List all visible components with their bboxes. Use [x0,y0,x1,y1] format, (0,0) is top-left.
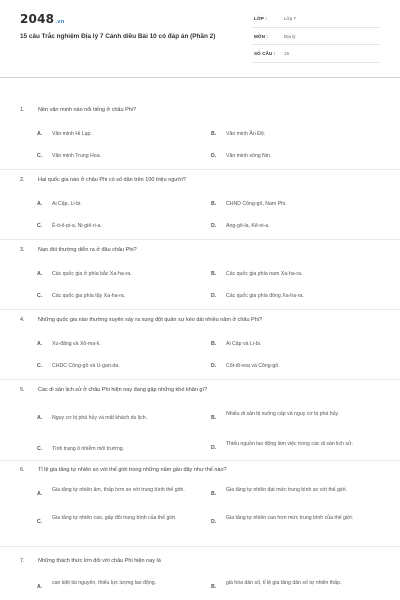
option-letter: C. [37,293,43,299]
option-letter: C. [37,519,43,525]
option-text: CHDC Công-gô và U-gan-da. [52,363,120,369]
question-text [20,246,380,254]
option-letter: B. [211,201,217,207]
option-letter: C. [37,446,43,452]
question-divider [0,379,400,380]
question-text [20,106,380,114]
meta-value: Địa lý [284,33,296,39]
question-stem: Tỉ lệ gia tăng tự nhiên so với thế giới trong những năm gần đây như thế nào? [38,467,227,473]
meta-value: 15 [284,51,290,56]
option-letter: A. [37,131,43,137]
option-text: Văn minh Trung Hoa. [52,153,102,159]
meta-label: LỚP : [254,16,268,21]
header-divider [0,77,400,78]
option-letter: A. [37,491,43,497]
question-text [20,466,380,474]
meta-value: Lớp 7 [284,16,296,21]
question-stem: Hai quốc gia nào ở châu Phi có số dân trên 100 triệu người? [38,177,186,183]
logo-text: 2048 [20,12,55,26]
option-letter: B. [211,584,217,590]
question-stem: Các di sản lịch sử ở châu Phi hiện nay đang gặp những khó khăn gì? [38,387,208,393]
question-number: 2. [20,177,25,183]
option-text: Văn minh sông Nin. [226,153,272,159]
option-text: Ai Cập, Li-bi. [52,201,82,207]
option-text: Tình trạng ô nhiễm môi trường. [52,446,125,452]
option-letter: A. [37,341,43,347]
option-text: Ai Cập và Li-bi. [226,341,262,347]
option-text: Xu-đăng và Xô-ma-li. [52,341,101,347]
option-letter: C. [37,223,43,229]
question-number: 7. [20,558,25,564]
option-text: Gia tăng tự nhiên cao, gấp đôi trung bình của thế giới. [52,515,177,521]
option-text: Ê-ti-ô-pi-a, Ni-giê-ri-a. [52,223,102,229]
meta-row-class [252,13,380,28]
question-stem: Nạn đói thường diễn ra ở đâu châu Phi? [38,247,137,253]
option-text: Nguy cơ bị phá hủy và mất khách du lịch. [52,415,148,421]
question-stem: Nền văn minh nào nổi tiếng ở châu Phi? [38,107,137,113]
option-text: CHND Công-gô, Nam Phi. [226,201,287,207]
question-divider [0,460,400,461]
option-letter: A. [37,584,43,590]
option-text: già hóa dân số, tỉ lệ gia tăng dân số tự nhiên thấp. [226,580,342,586]
option-letter: C. [37,363,43,369]
option-letter: D. [211,363,217,369]
option-letter: B. [211,491,217,497]
question-divider [0,169,400,170]
option-text: Văn minh Ấn Độ. [226,131,266,137]
meta-row-subject [252,31,380,46]
option-text: Ang-gô-la, Kê-ni-a. [226,223,270,229]
option-text: Các quốc gia ở phía bắc Xa-ha-ra. [52,271,132,277]
option-letter: D. [211,519,217,525]
question-number: 6. [20,467,25,473]
question-number: 4. [20,317,25,323]
option-letter: B. [211,341,217,347]
option-text: Gia tăng tự nhiên âm, thấp hơn so với trung bình thế giới. [52,487,185,493]
option-text: Gia tăng tự nhiên cao hơn mức trung bình của thế giới. [226,515,354,521]
option-letter: D. [211,293,217,299]
question-stem: Những quốc gia nào thường xuyên xảy ra xung đột quân sự kéo dài nhiều năm ở châu Phi? [38,317,263,323]
question-divider [0,546,400,547]
question-number: 1. [20,107,25,113]
question-text [20,557,380,565]
option-letter: C. [37,153,43,159]
question-stem: Những thách thức lớn đối với châu Phi hiện nay là [38,558,161,564]
site-logo[interactable] [20,12,65,26]
option-letter: B. [211,271,217,277]
option-text: Nhiều di sản bị xuống cấp và nguy cơ bị phá hủy. [226,411,340,417]
option-letter: A. [37,271,43,277]
question-number: 5. [20,387,25,393]
option-letter: B. [211,131,217,137]
logo-suffix: .vn [55,19,65,25]
option-text: Các quốc gia phía đông Xa-ha-ra. [226,293,304,299]
question-text [20,176,380,184]
meta-row-count [252,48,380,63]
option-letter: D. [211,445,217,451]
option-text: Văn minh Hi Lạp. [52,131,92,137]
option-text: Các quốc gia phía nam Xa-ha-ra. [226,271,303,277]
option-letter: D. [211,223,217,229]
page-header [0,0,400,76]
option-letter: A. [37,415,43,421]
question-divider [0,309,400,310]
page-title: 15 câu Trắc nghiệm Địa lý 7 Cánh diều Bài 10 có đáp án (Phần 2) [20,33,216,40]
option-letter: B. [211,415,217,421]
option-letter: A. [37,201,43,207]
option-text: cạn kiệt tài nguyên, thiếu lực lượng lao động. [52,580,157,586]
question-text [20,316,380,324]
option-text: Cốt-đi-voa và Công-gô. [226,363,280,369]
quiz-meta [252,13,380,66]
meta-label: MÔN : [254,33,269,39]
meta-label: SỐ CÂU : [254,51,276,56]
option-text: Gia tăng tự nhiên đạt mức trung bình so với thế giới. [226,487,348,493]
option-letter: D. [211,153,217,159]
option-text: Các quốc gia phía tây Xa-ha-ra. [52,293,126,299]
option-text: Thiếu nguồn lao động làm việc trong các di sản lịch sử. [226,441,353,447]
question-text [20,386,380,394]
question-divider [0,239,400,240]
question-number: 3. [20,247,25,253]
